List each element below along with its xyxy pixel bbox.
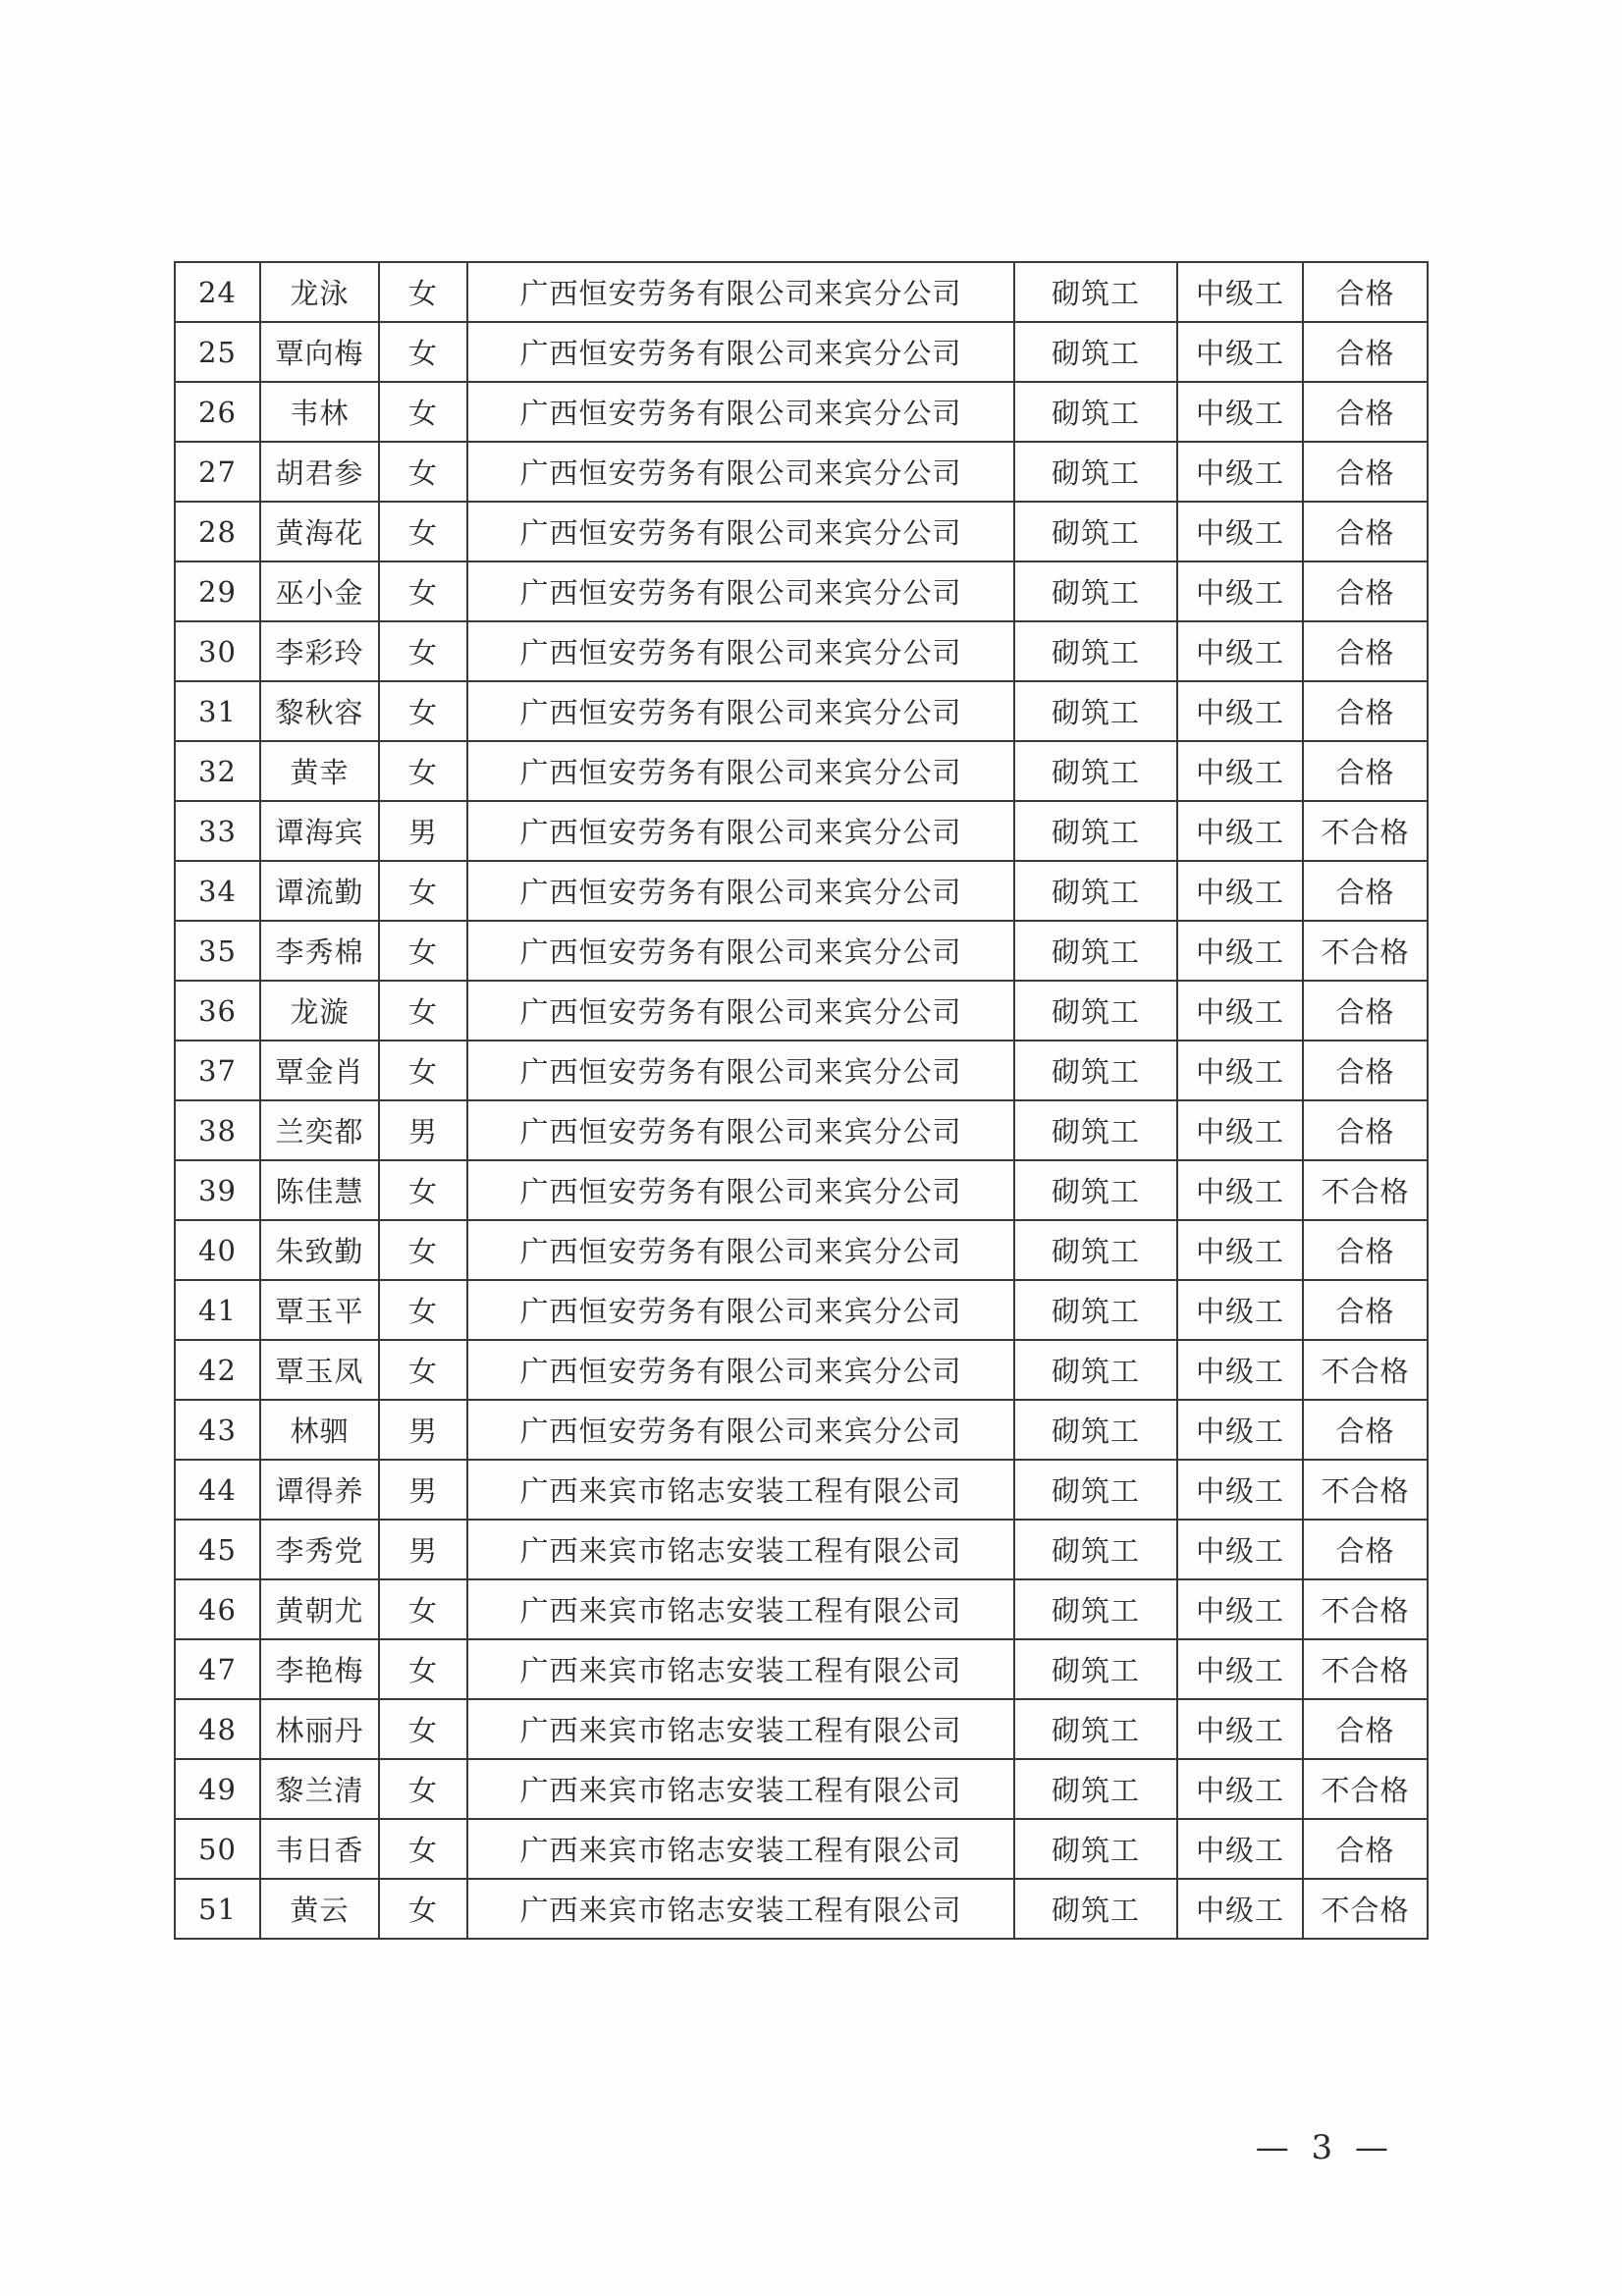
row-number-cell: 46 [175, 1579, 260, 1639]
table-row [175, 741, 1428, 801]
row-number-cell: 31 [175, 681, 260, 741]
name-cell: 黄云 [260, 1879, 379, 1939]
company-cell: 广西来宾市铭志安装工程有限公司 [467, 1639, 1014, 1699]
company-cell: 广西恒安劳务有限公司来宾分公司 [467, 1340, 1014, 1400]
name-cell: 谭流勤 [260, 861, 379, 921]
name-cell: 覃玉凤 [260, 1340, 379, 1400]
result-cell: 不合格 [1303, 1879, 1428, 1939]
row-number-cell: 28 [175, 502, 260, 561]
result-cell: 合格 [1303, 382, 1428, 442]
gender-cell: 女 [379, 1699, 467, 1759]
row-number-cell: 44 [175, 1460, 260, 1520]
trade-cell: 砌筑工 [1014, 1819, 1177, 1879]
trade-cell: 砌筑工 [1014, 1280, 1177, 1340]
gender-cell: 女 [379, 921, 467, 981]
level-cell: 中级工 [1177, 561, 1303, 621]
company-cell: 广西恒安劳务有限公司来宾分公司 [467, 1160, 1014, 1220]
row-number-cell: 50 [175, 1819, 260, 1879]
table-row [175, 1879, 1428, 1939]
level-cell: 中级工 [1177, 1280, 1303, 1340]
name-cell: 陈佳慧 [260, 1160, 379, 1220]
table-row [175, 262, 1428, 322]
table-row [175, 981, 1428, 1041]
name-cell: 谭海宾 [260, 801, 379, 861]
result-cell: 合格 [1303, 322, 1428, 382]
gender-cell: 女 [379, 1759, 467, 1819]
table-row [175, 681, 1428, 741]
result-cell: 合格 [1303, 1520, 1428, 1579]
row-number-cell: 36 [175, 981, 260, 1041]
table-row [175, 1520, 1428, 1579]
row-number-cell: 27 [175, 442, 260, 502]
result-cell: 合格 [1303, 621, 1428, 681]
result-cell: 合格 [1303, 1041, 1428, 1100]
level-cell: 中级工 [1177, 1340, 1303, 1400]
company-cell: 广西恒安劳务有限公司来宾分公司 [467, 801, 1014, 861]
trade-cell: 砌筑工 [1014, 861, 1177, 921]
level-cell: 中级工 [1177, 1819, 1303, 1879]
trade-cell: 砌筑工 [1014, 1041, 1177, 1100]
gender-cell: 女 [379, 1220, 467, 1280]
result-cell: 合格 [1303, 981, 1428, 1041]
level-cell: 中级工 [1177, 1520, 1303, 1579]
level-cell: 中级工 [1177, 741, 1303, 801]
row-number-cell: 34 [175, 861, 260, 921]
gender-cell: 男 [379, 801, 467, 861]
table-row [175, 322, 1428, 382]
table-row [175, 621, 1428, 681]
gender-cell: 女 [379, 1879, 467, 1939]
level-cell: 中级工 [1177, 1220, 1303, 1280]
gender-cell: 女 [379, 1160, 467, 1220]
trade-cell: 砌筑工 [1014, 1460, 1177, 1520]
trade-cell: 砌筑工 [1014, 502, 1177, 561]
gender-cell: 男 [379, 1400, 467, 1460]
company-cell: 广西恒安劳务有限公司来宾分公司 [467, 1280, 1014, 1340]
company-cell: 广西来宾市铭志安装工程有限公司 [467, 1699, 1014, 1759]
name-cell: 胡君参 [260, 442, 379, 502]
result-cell: 合格 [1303, 561, 1428, 621]
company-cell: 广西恒安劳务有限公司来宾分公司 [467, 1220, 1014, 1280]
table-row [175, 1819, 1428, 1879]
result-cell: 不合格 [1303, 801, 1428, 861]
level-cell: 中级工 [1177, 1579, 1303, 1639]
name-cell: 龙泳 [260, 262, 379, 322]
table-row [175, 1460, 1428, 1520]
result-cell: 合格 [1303, 1280, 1428, 1340]
company-cell: 广西来宾市铭志安装工程有限公司 [467, 1759, 1014, 1819]
gender-cell: 女 [379, 502, 467, 561]
row-number-cell: 35 [175, 921, 260, 981]
level-cell: 中级工 [1177, 262, 1303, 322]
row-number-cell: 29 [175, 561, 260, 621]
result-cell: 合格 [1303, 741, 1428, 801]
result-cell: 不合格 [1303, 1579, 1428, 1639]
company-cell: 广西恒安劳务有限公司来宾分公司 [467, 322, 1014, 382]
trade-cell: 砌筑工 [1014, 981, 1177, 1041]
name-cell: 黎秋容 [260, 681, 379, 741]
level-cell: 中级工 [1177, 681, 1303, 741]
name-cell: 黄海花 [260, 502, 379, 561]
gender-cell: 男 [379, 1460, 467, 1520]
name-cell: 谭得养 [260, 1460, 379, 1520]
trade-cell: 砌筑工 [1014, 741, 1177, 801]
result-cell: 合格 [1303, 1699, 1428, 1759]
company-cell: 广西恒安劳务有限公司来宾分公司 [467, 1041, 1014, 1100]
company-cell: 广西恒安劳务有限公司来宾分公司 [467, 861, 1014, 921]
company-cell: 广西恒安劳务有限公司来宾分公司 [467, 561, 1014, 621]
result-cell: 不合格 [1303, 1759, 1428, 1819]
gender-cell: 女 [379, 1579, 467, 1639]
table-row [175, 1639, 1428, 1699]
name-cell: 覃玉平 [260, 1280, 379, 1340]
table-row [175, 1579, 1428, 1639]
level-cell: 中级工 [1177, 1699, 1303, 1759]
company-cell: 广西恒安劳务有限公司来宾分公司 [467, 502, 1014, 561]
name-cell: 韦日香 [260, 1819, 379, 1879]
gender-cell: 女 [379, 262, 467, 322]
table-row [175, 1280, 1428, 1340]
trade-cell: 砌筑工 [1014, 621, 1177, 681]
level-cell: 中级工 [1177, 621, 1303, 681]
level-cell: 中级工 [1177, 1879, 1303, 1939]
trade-cell: 砌筑工 [1014, 1100, 1177, 1160]
gender-cell: 女 [379, 1280, 467, 1340]
results-table [174, 261, 1429, 1940]
gender-cell: 男 [379, 1520, 467, 1579]
table-row [175, 1340, 1428, 1400]
name-cell: 林丽丹 [260, 1699, 379, 1759]
level-cell: 中级工 [1177, 1100, 1303, 1160]
name-cell: 龙漩 [260, 981, 379, 1041]
trade-cell: 砌筑工 [1014, 1699, 1177, 1759]
row-number-cell: 42 [175, 1340, 260, 1400]
level-cell: 中级工 [1177, 921, 1303, 981]
trade-cell: 砌筑工 [1014, 681, 1177, 741]
level-cell: 中级工 [1177, 322, 1303, 382]
trade-cell: 砌筑工 [1014, 561, 1177, 621]
company-cell: 广西恒安劳务有限公司来宾分公司 [467, 382, 1014, 442]
level-cell: 中级工 [1177, 502, 1303, 561]
result-cell: 合格 [1303, 442, 1428, 502]
row-number-cell: 24 [175, 262, 260, 322]
gender-cell: 男 [379, 1100, 467, 1160]
trade-cell: 砌筑工 [1014, 1879, 1177, 1939]
row-number-cell: 33 [175, 801, 260, 861]
gender-cell: 女 [379, 561, 467, 621]
gender-cell: 女 [379, 981, 467, 1041]
result-cell: 不合格 [1303, 1340, 1428, 1400]
result-cell: 合格 [1303, 1819, 1428, 1879]
name-cell: 李秀党 [260, 1520, 379, 1579]
row-number-cell: 26 [175, 382, 260, 442]
table-row [175, 1759, 1428, 1819]
name-cell: 李彩玲 [260, 621, 379, 681]
trade-cell: 砌筑工 [1014, 1759, 1177, 1819]
trade-cell: 砌筑工 [1014, 801, 1177, 861]
level-cell: 中级工 [1177, 382, 1303, 442]
row-number-cell: 39 [175, 1160, 260, 1220]
company-cell: 广西恒安劳务有限公司来宾分公司 [467, 921, 1014, 981]
name-cell: 巫小金 [260, 561, 379, 621]
row-number-cell: 37 [175, 1041, 260, 1100]
trade-cell: 砌筑工 [1014, 1520, 1177, 1579]
table-row [175, 921, 1428, 981]
result-cell: 不合格 [1303, 1160, 1428, 1220]
table-row [175, 801, 1428, 861]
result-cell: 不合格 [1303, 1639, 1428, 1699]
trade-cell: 砌筑工 [1014, 1160, 1177, 1220]
gender-cell: 女 [379, 861, 467, 921]
gender-cell: 女 [379, 621, 467, 681]
result-cell: 合格 [1303, 262, 1428, 322]
name-cell: 李艳梅 [260, 1639, 379, 1699]
company-cell: 广西恒安劳务有限公司来宾分公司 [467, 442, 1014, 502]
company-cell: 广西恒安劳务有限公司来宾分公司 [467, 262, 1014, 322]
table-row [175, 1699, 1428, 1759]
trade-cell: 砌筑工 [1014, 1579, 1177, 1639]
gender-cell: 女 [379, 1639, 467, 1699]
row-number-cell: 30 [175, 621, 260, 681]
gender-cell: 女 [379, 442, 467, 502]
gender-cell: 女 [379, 681, 467, 741]
table-row [175, 1041, 1428, 1100]
page-number: — 3 — [1255, 2128, 1394, 2167]
level-cell: 中级工 [1177, 861, 1303, 921]
name-cell: 林驷 [260, 1400, 379, 1460]
trade-cell: 砌筑工 [1014, 1220, 1177, 1280]
level-cell: 中级工 [1177, 1460, 1303, 1520]
name-cell: 黄幸 [260, 741, 379, 801]
table-row [175, 442, 1428, 502]
company-cell: 广西来宾市铭志安装工程有限公司 [467, 1819, 1014, 1879]
level-cell: 中级工 [1177, 1160, 1303, 1220]
row-number-cell: 47 [175, 1639, 260, 1699]
row-number-cell: 51 [175, 1879, 260, 1939]
company-cell: 广西来宾市铭志安装工程有限公司 [467, 1879, 1014, 1939]
company-cell: 广西来宾市铭志安装工程有限公司 [467, 1579, 1014, 1639]
table-row [175, 1160, 1428, 1220]
row-number-cell: 25 [175, 322, 260, 382]
results-table-body [175, 262, 1428, 1939]
row-number-cell: 43 [175, 1400, 260, 1460]
result-cell: 合格 [1303, 1100, 1428, 1160]
table-row [175, 1100, 1428, 1160]
result-cell: 合格 [1303, 861, 1428, 921]
trade-cell: 砌筑工 [1014, 322, 1177, 382]
result-cell: 合格 [1303, 681, 1428, 741]
gender-cell: 女 [379, 1819, 467, 1879]
company-cell: 广西恒安劳务有限公司来宾分公司 [467, 741, 1014, 801]
name-cell: 兰奕都 [260, 1100, 379, 1160]
company-cell: 广西恒安劳务有限公司来宾分公司 [467, 681, 1014, 741]
trade-cell: 砌筑工 [1014, 1400, 1177, 1460]
result-cell: 合格 [1303, 1220, 1428, 1280]
gender-cell: 女 [379, 382, 467, 442]
table-row [175, 1400, 1428, 1460]
level-cell: 中级工 [1177, 981, 1303, 1041]
name-cell: 韦林 [260, 382, 379, 442]
trade-cell: 砌筑工 [1014, 382, 1177, 442]
level-cell: 中级工 [1177, 1639, 1303, 1699]
row-number-cell: 45 [175, 1520, 260, 1579]
level-cell: 中级工 [1177, 1759, 1303, 1819]
table-row [175, 382, 1428, 442]
trade-cell: 砌筑工 [1014, 262, 1177, 322]
level-cell: 中级工 [1177, 1041, 1303, 1100]
trade-cell: 砌筑工 [1014, 442, 1177, 502]
row-number-cell: 32 [175, 741, 260, 801]
level-cell: 中级工 [1177, 1400, 1303, 1460]
name-cell: 朱致勤 [260, 1220, 379, 1280]
result-cell: 不合格 [1303, 921, 1428, 981]
row-number-cell: 38 [175, 1100, 260, 1160]
level-cell: 中级工 [1177, 442, 1303, 502]
gender-cell: 女 [379, 1340, 467, 1400]
row-number-cell: 49 [175, 1759, 260, 1819]
company-cell: 广西恒安劳务有限公司来宾分公司 [467, 1100, 1014, 1160]
table-row [175, 561, 1428, 621]
level-cell: 中级工 [1177, 801, 1303, 861]
trade-cell: 砌筑工 [1014, 921, 1177, 981]
name-cell: 李秀棉 [260, 921, 379, 981]
result-cell: 合格 [1303, 502, 1428, 561]
company-cell: 广西恒安劳务有限公司来宾分公司 [467, 621, 1014, 681]
result-cell: 不合格 [1303, 1460, 1428, 1520]
company-cell: 广西来宾市铭志安装工程有限公司 [467, 1520, 1014, 1579]
row-number-cell: 48 [175, 1699, 260, 1759]
company-cell: 广西恒安劳务有限公司来宾分公司 [467, 1400, 1014, 1460]
name-cell: 覃金肖 [260, 1041, 379, 1100]
gender-cell: 女 [379, 741, 467, 801]
result-cell: 合格 [1303, 1400, 1428, 1460]
gender-cell: 女 [379, 322, 467, 382]
trade-cell: 砌筑工 [1014, 1639, 1177, 1699]
name-cell: 覃向梅 [260, 322, 379, 382]
gender-cell: 女 [379, 1041, 467, 1100]
row-number-cell: 41 [175, 1280, 260, 1340]
name-cell: 黄朝尤 [260, 1579, 379, 1639]
company-cell: 广西恒安劳务有限公司来宾分公司 [467, 981, 1014, 1041]
row-number-cell: 40 [175, 1220, 260, 1280]
company-cell: 广西来宾市铭志安装工程有限公司 [467, 1460, 1014, 1520]
table-row [175, 502, 1428, 561]
table-row [175, 1220, 1428, 1280]
table-row [175, 861, 1428, 921]
trade-cell: 砌筑工 [1014, 1340, 1177, 1400]
name-cell: 黎兰清 [260, 1759, 379, 1819]
